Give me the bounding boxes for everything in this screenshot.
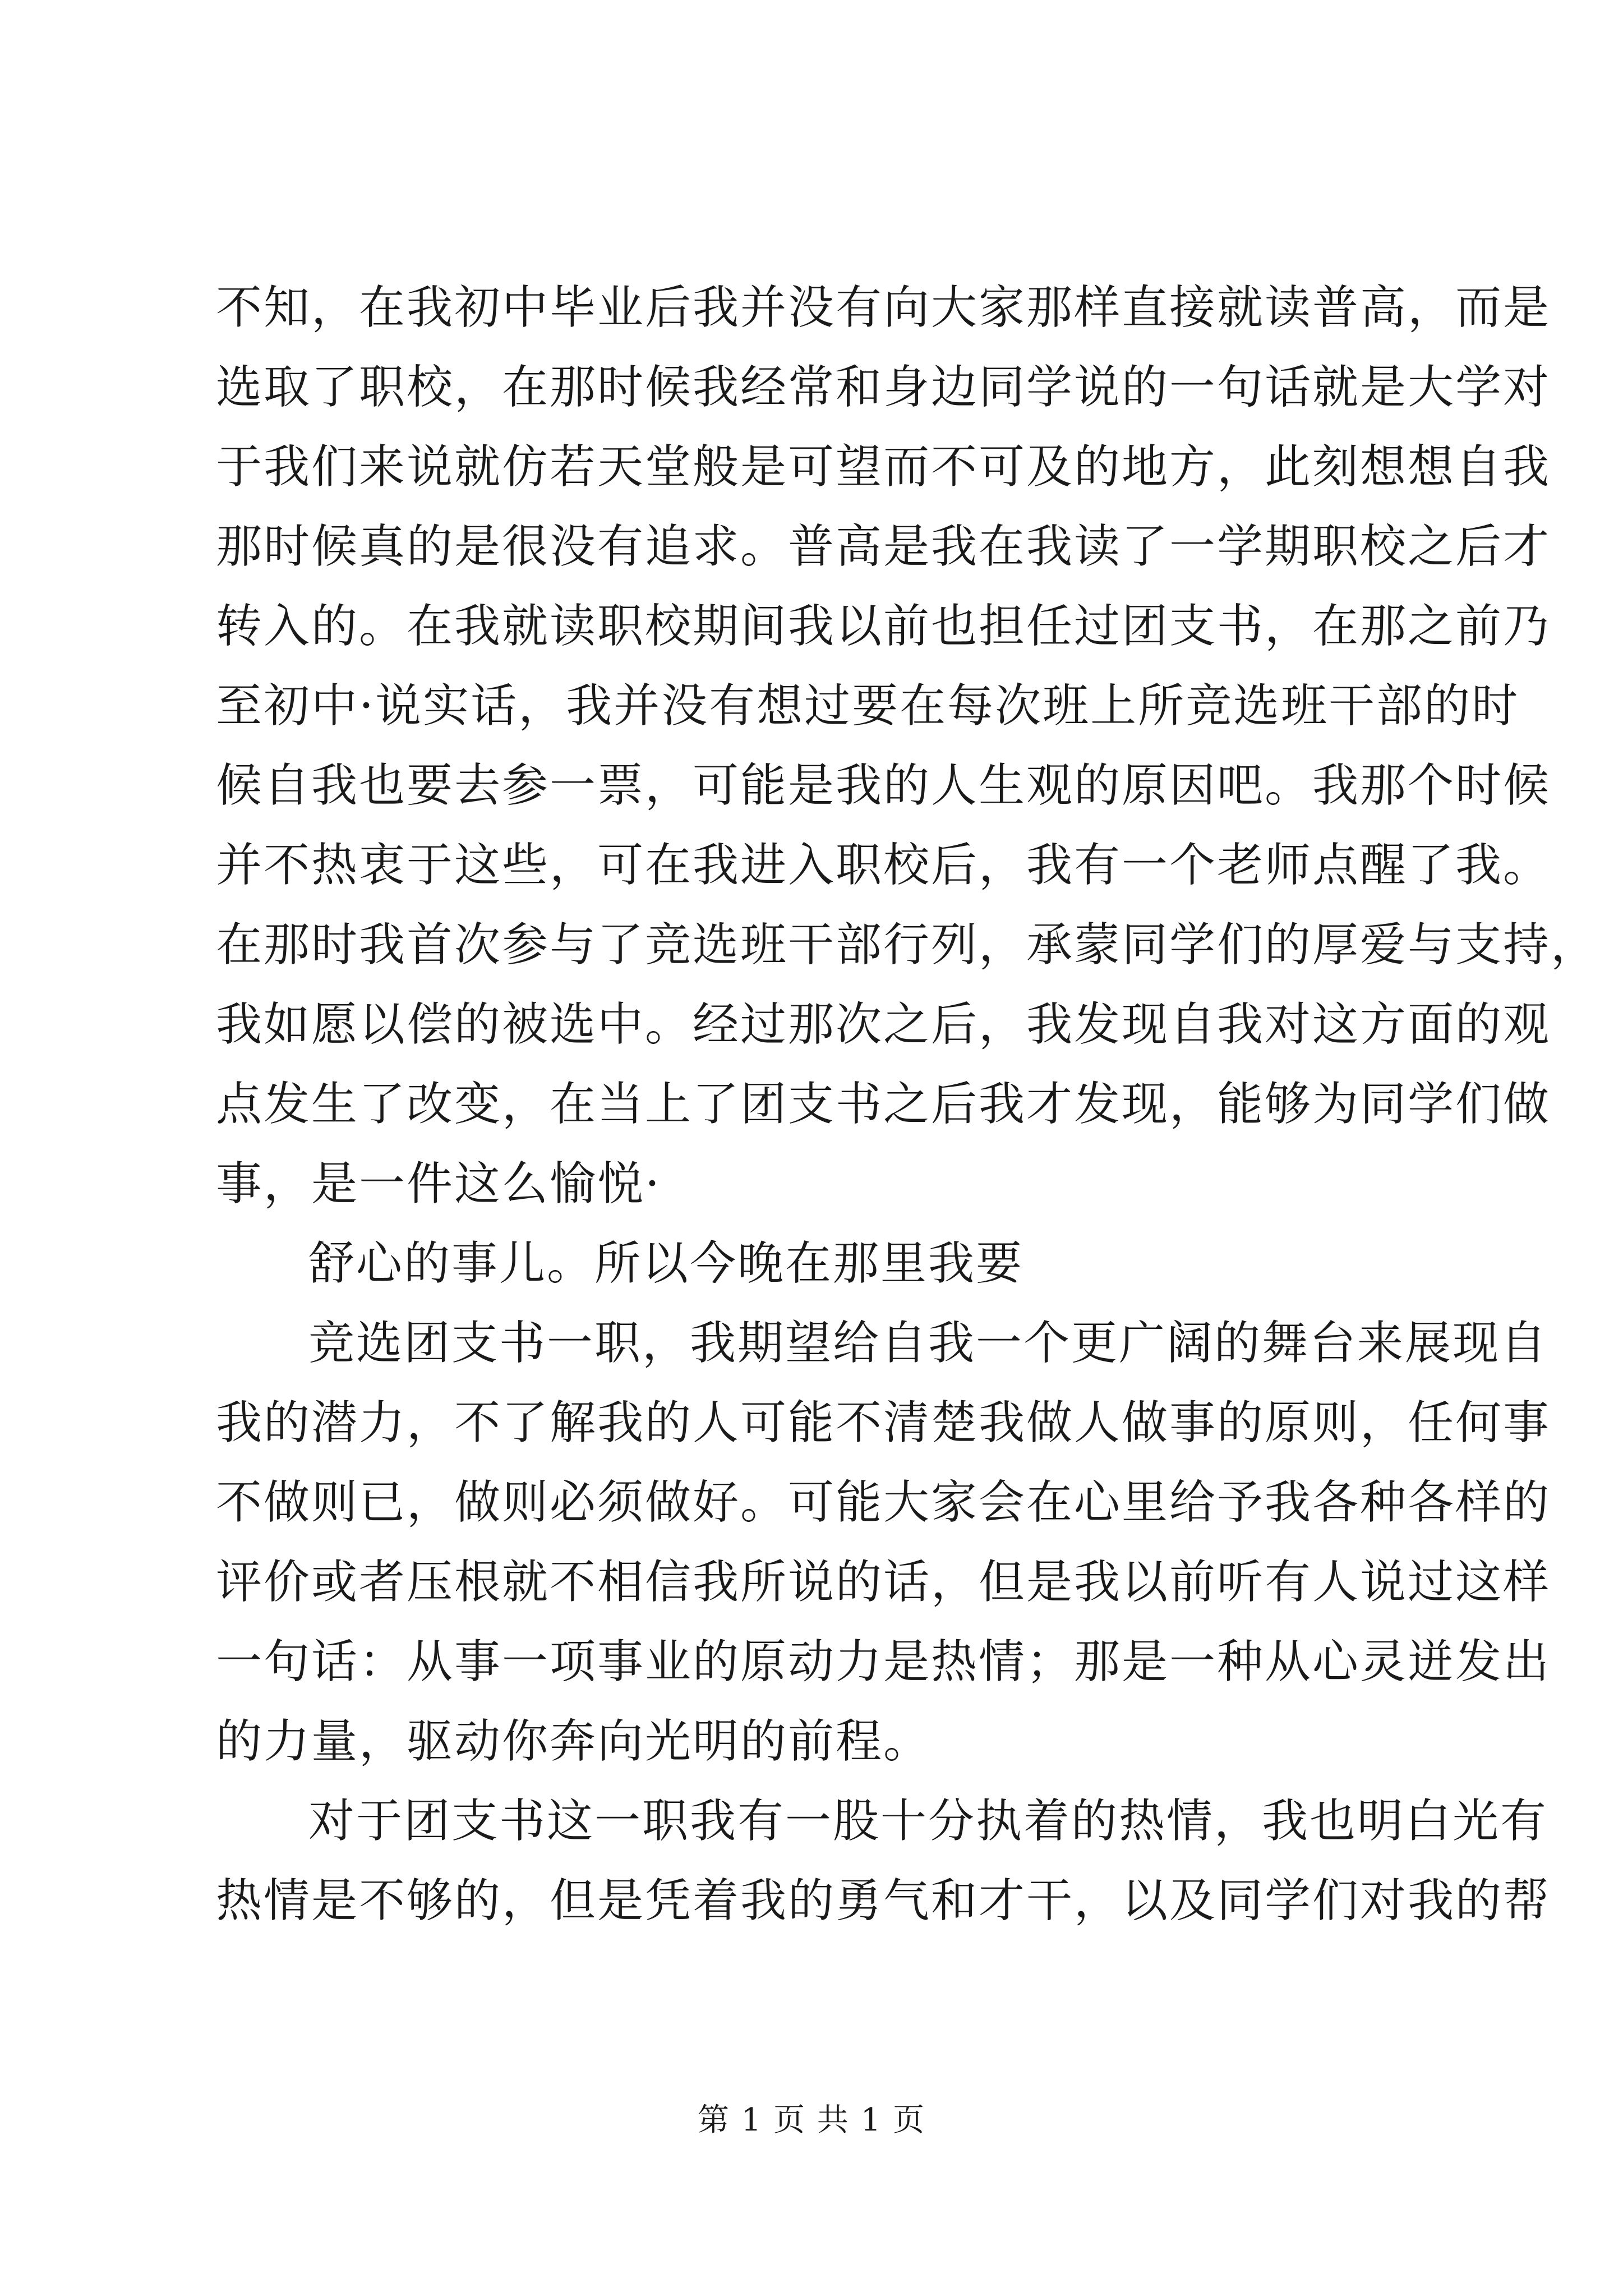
paragraph-start-line: 竞选团支书一职，我期望给自我一个更广阔的舞台来展现自: [308, 1317, 1548, 1370]
text-line: 那时候真的是很没有追求。普高是我在我读了一学期职校之后才: [216, 520, 1551, 573]
text-line: 在那时我首次参与了竞选班干部行列，承蒙同学们的厚爱与支持，: [216, 918, 1599, 972]
text-line: 我如愿以偿的被选中。经过那次之后，我发现自我对这方面的观: [216, 998, 1551, 1051]
text-line: 不做则已，做则必须做好。可能大家会在心里给予我各种各样的: [216, 1476, 1551, 1529]
page-footer: 第 1 页 共 1 页: [697, 2102, 926, 2138]
text-line: 一句话：从事一项事业的原动力是热情；那是一种从心灵迸发出: [216, 1635, 1551, 1688]
paragraph-start-line: 对于团支书这一职我有一股十分执着的热情，我也明白光有: [308, 1795, 1548, 1848]
text-line: 我的潜力，不了解我的人可能不清楚我做人做事的原则，任何事: [216, 1396, 1551, 1450]
text-line: 选取了职校，在那时候我经常和身边同学说的一句话就是大学对: [216, 361, 1551, 414]
text-line: 舒心的事儿。所以今晚在那里我要: [308, 1237, 1024, 1290]
text-line: 候自我也要去参一票，可能是我的人生观的原因吧。我那个时候: [216, 759, 1551, 812]
text-line: 的力量，驱动你奔向光明的前程。: [216, 1715, 932, 1768]
text-line: 不知，在我初中毕业后我并没有向大家那样直接就读普高，而是: [216, 281, 1551, 334]
document-body: [216, 268, 1599, 1941]
text-line: 热情是不够的，但是凭着我的勇气和才干，以及同学们对我的帮: [216, 1874, 1551, 1927]
text-line: 于我们来说就仿若天堂般是可望而不可及的地方，此刻想想自我: [216, 440, 1551, 494]
text-line: 点发生了改变，在当上了团支书之后我才发现，能够为同学们做: [216, 1078, 1551, 1131]
text-line: 转入的。在我就读职校期间我以前也担任过团支书，在那之前乃: [216, 600, 1551, 653]
text-line: 并不热衷于这些，可在我进入职校后，我有一个老师点醒了我。: [216, 839, 1551, 892]
text-line: 事，是一件这么愉悦·: [216, 1157, 662, 1211]
text-line: 至初中·说实话，我并没有想过要在每次班上所竞选班干部的时: [216, 679, 1520, 733]
text-line: 评价或者压根就不相信我所说的话，但是我以前听有人说过这样: [216, 1556, 1551, 1609]
